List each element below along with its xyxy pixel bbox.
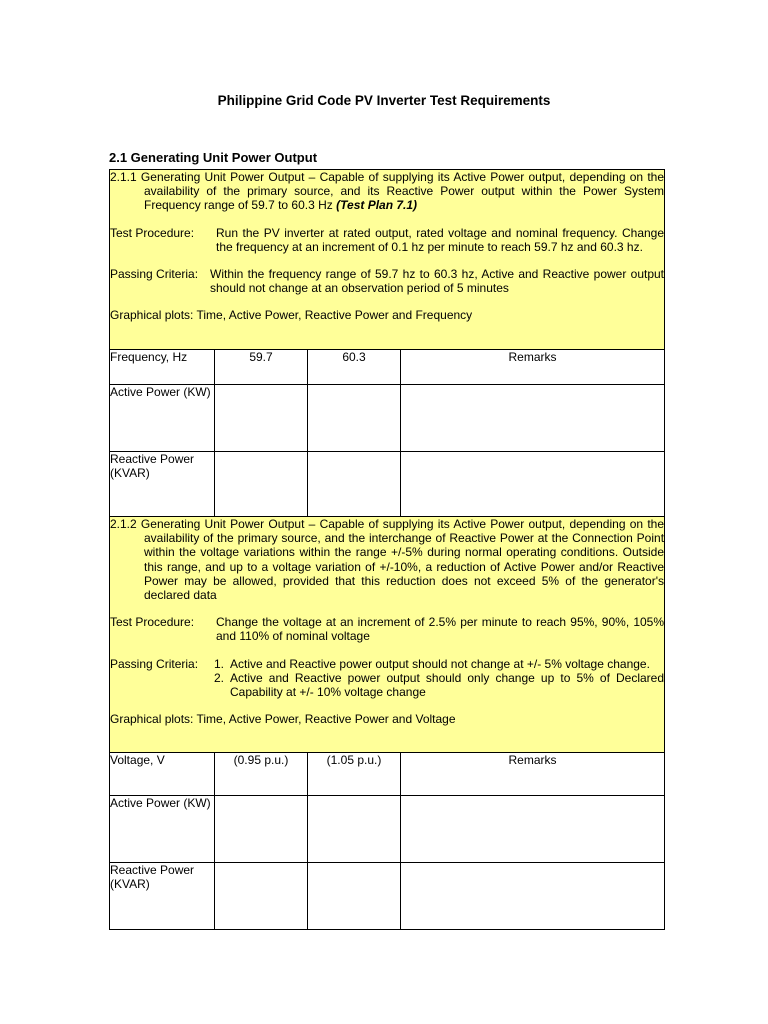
test-procedure [110,226,664,254]
empty-cell [308,385,401,452]
requirements-table [109,169,665,930]
table-header-cell: Voltage, V [110,753,215,796]
test-procedure-text: Run the PV inverter at rated output, rated voltage and nominal frequency. Change the frequency at an increment of 0.1 hz per minute to reach 59.7 hz and 60.3 hz. [216,225,665,254]
requirement-heading: 2.1.2 Generating Unit Power Output – Capable of supplying its Active Power output, depending on the availability of the primary source, and the interchange of Reactive Power at the Connection Point within the voltage variations within the range +/-5% during normal operating conditions. Outside this range, and up to a voltage variation of +/-10%, a reduction of Active Power and/or Reactive Power may be allowed, provided that this reduction does not exceed 5% of the generator's declared data [110,517,665,603]
empty-cell [215,452,308,517]
empty-cell [215,385,308,452]
table-header-cell: Frequency, Hz [110,350,215,385]
section-title: 2.1 Generating Unit Power Output [109,150,318,165]
empty-cell [215,863,308,930]
table-row [110,452,665,517]
table-row [110,863,665,930]
requirement-heading: 2.1.1 Generating Unit Power Output – Capable of supplying its Active Power output, depending on the availability of the primary source, and its Reactive Power output within the Power System Frequency range of 59.7 to 60.3 Hz (Test Plan 7.1) [110,170,665,213]
empty-cell [401,796,665,863]
empty-cell [308,452,401,517]
graphical-plots: Graphical plots: Time, Active Power, Reactive Power and Frequency [110,308,473,323]
test-procedure-label: Test Procedure: [110,225,195,240]
table-row [110,385,665,452]
list-item: 2. Active and Reactive power output should only change up to 5% of Declared Capability at +/- 10% voltage change [214,670,665,700]
passing-criteria [110,657,664,700]
requirement-2-1-2-block [110,517,665,753]
list-item: 1. Active and Reactive power output should not change at +/- 5% voltage change. [214,656,650,671]
table-header-cell: (1.05 p.u.) [308,753,401,796]
passing-criteria-label: Passing Criteria: [110,267,199,282]
row-label: Reactive Power (KVAR) [110,452,215,517]
empty-cell [308,796,401,863]
row-label: Active Power (KW) [110,796,215,863]
passing-criteria-text: Within the frequency range of 59.7 hz to 60.3 hz, Active and Reactive power output should not change at an observation period of 5 minutes [210,267,665,296]
table-header-cell: 60.3 [308,350,401,385]
table-header-cell: Remarks [401,350,665,385]
empty-cell [401,863,665,930]
row-label: Active Power (KW) [110,385,215,452]
table-header-cell: 59.7 [215,350,308,385]
row-label: Reactive Power (KVAR) [110,863,215,930]
requirement-2-1-1-block [110,170,665,350]
empty-cell [308,863,401,930]
empty-cell [215,796,308,863]
passing-criteria-label: Passing Criteria: [110,656,199,671]
passing-criteria [110,267,664,295]
test-procedure [110,615,664,643]
test-plan-reference: (Test Plan 7.1) [336,198,418,213]
table-row [110,796,665,863]
empty-cell [401,452,665,517]
test-procedure-label: Test Procedure: [110,615,195,630]
test-procedure-text: Change the voltage at an increment of 2.5% per minute to reach 95%, 90%, 105% and 110% of nominal voltage [216,615,665,644]
graphical-plots: Graphical plots: Time, Active Power, Reactive Power and Voltage [110,712,456,727]
document-title: Philippine Grid Code PV Inverter Test Requirements [217,93,551,108]
table-header-cell: (0.95 p.u.) [215,753,308,796]
empty-cell [401,385,665,452]
table-header-cell: Remarks [401,753,665,796]
